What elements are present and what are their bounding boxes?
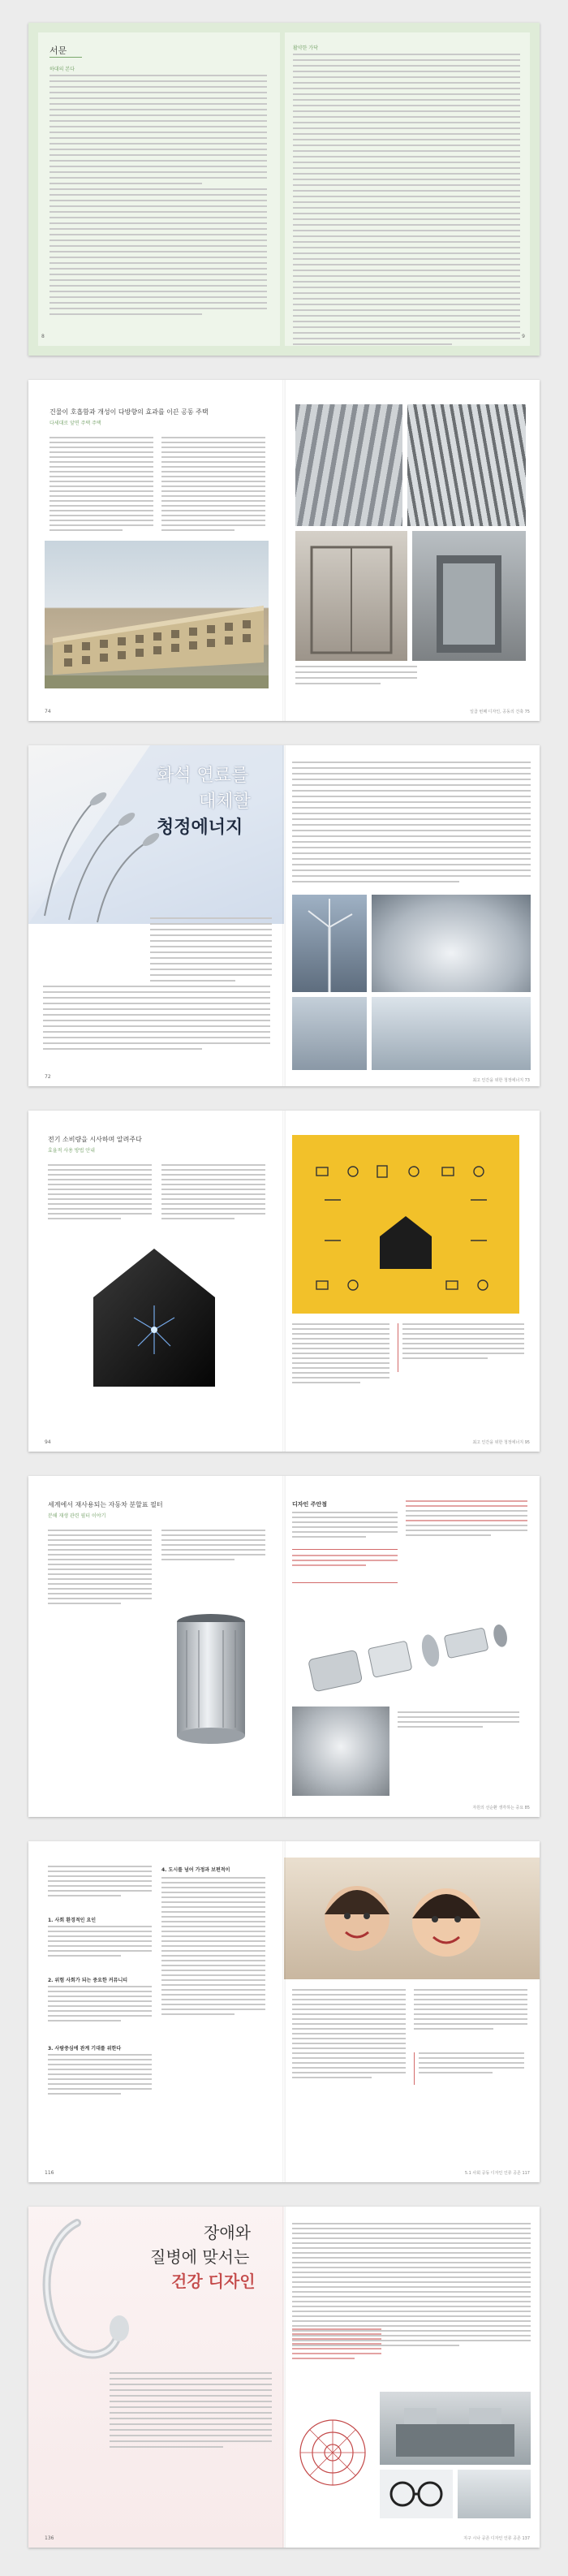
spread-health-design	[28, 2207, 540, 2548]
health-hearing-aid-photo	[28, 2207, 174, 2369]
social-body-2	[48, 1986, 152, 2025]
housing-louver-photo	[407, 404, 526, 526]
preface-right-body	[293, 54, 520, 349]
preface-right-page	[285, 32, 530, 346]
social-left-page	[28, 1841, 284, 2182]
filter-closeup-photo	[292, 1707, 389, 1796]
social-caption	[419, 2052, 524, 2077]
spread-preface	[28, 23, 540, 356]
spread-gutter	[282, 2207, 286, 2548]
energy-headline-line1: 화석 연료를	[157, 766, 249, 786]
energy-wave-photo	[372, 997, 531, 1070]
filter-body-col1	[48, 1530, 152, 1607]
social-heading-right: 4. 도시를 넘어 가정과 보편적이	[161, 1867, 230, 1873]
energy-left-page	[28, 745, 284, 1086]
social-heading-3: 3. 사람중심에 관계 기대를 위한다	[48, 2046, 122, 2052]
spread-social-design	[28, 1841, 540, 2182]
filter-right-notes	[406, 1500, 527, 1539]
health-kitchen-photo	[380, 2392, 531, 2465]
power-body-col2	[161, 1164, 265, 1223]
filter-caption	[398, 1711, 519, 1731]
filter-footer-right: 자원의 선순환 생각하는 중요 85	[472, 1806, 530, 1810]
power-yellow-panel-photo	[292, 1135, 519, 1314]
health-glasses-photo	[380, 2470, 453, 2518]
preface-page-number-left: 8	[41, 334, 45, 339]
spread-power-usage	[28, 1111, 540, 1452]
power-left-page	[28, 1111, 284, 1452]
spread-gutter	[282, 1111, 286, 1452]
social-caption-rule	[414, 2052, 415, 2085]
housing-facade-photo	[295, 404, 402, 526]
health-right-page	[284, 2207, 540, 2548]
social-body-right-col1	[292, 1989, 406, 2082]
filter-right-page	[284, 1476, 540, 1817]
health-left-page	[28, 2207, 284, 2548]
social-page-number-left: 116	[45, 2170, 54, 2176]
preface-left-subheading: 하대의 본다	[49, 67, 75, 72]
preface-left-body	[49, 75, 267, 319]
energy-tower-photo	[292, 997, 367, 1070]
filter-exploded-photo	[292, 1598, 531, 1703]
health-headline-line1: 장애와	[204, 2223, 251, 2242]
social-footer-right: 5.1 사회 공동 디자인 인류 공존 117	[464, 2171, 530, 2176]
power-right-page	[284, 1111, 540, 1452]
power-page-number-left: 94	[45, 1439, 51, 1445]
housing-page-number-left: 74	[45, 709, 51, 714]
spread-gutter	[282, 1841, 286, 2182]
health-intro-text	[110, 2372, 272, 2452]
health-sidebar-notes	[292, 2328, 381, 2362]
energy-headline-line2: 대체할	[199, 792, 251, 812]
spread-clean-energy	[28, 745, 540, 1086]
social-body-right-col2	[414, 1989, 527, 2033]
health-page-number-left: 136	[45, 2535, 54, 2541]
filter-title: 세계에서 재사용되는 자동차 분할표 필터	[48, 1501, 163, 1508]
housing-right-page	[284, 380, 540, 721]
power-house-device-photo	[85, 1241, 223, 1403]
social-intro	[48, 1866, 152, 1900]
health-headline-line2: 질병에 맞서는	[150, 2247, 250, 2267]
filter-left-page	[28, 1476, 284, 1817]
filter-highlight-box	[292, 1549, 398, 1583]
housing-caption	[295, 666, 417, 688]
energy-body-right	[292, 762, 531, 887]
social-body-3	[48, 2054, 152, 2098]
social-children-photo	[284, 1858, 540, 1979]
social-body-col2	[161, 1877, 265, 2018]
preface-title: 서문	[49, 45, 67, 56]
preface-title-rule	[49, 57, 82, 58]
spread-gutter	[282, 1476, 286, 1817]
housing-title: 건물이 호흡함과 개성이 다방향의 효과를 이끈 공동 주택	[49, 408, 209, 416]
power-caption	[402, 1323, 524, 1362]
health-device-photo	[458, 2470, 531, 2518]
power-body-right	[292, 1323, 389, 1387]
social-right-page	[284, 1841, 540, 2182]
power-title: 전기 소비량을 시사하며 알려주다	[48, 1136, 142, 1143]
power-footer-right: 최고 인간을 위한 청정에너지 95	[472, 1440, 530, 1445]
housing-subtitle: 다세대로 앞면 주택 주택	[49, 421, 101, 426]
spread-housing	[28, 380, 540, 721]
preface-left-page	[38, 32, 280, 346]
housing-entrance-photo	[412, 531, 526, 661]
preface-page-number-right: 9	[522, 334, 525, 339]
health-footer-right: 지구 시나 공존 디자인 인류 공존 137	[463, 2536, 530, 2541]
energy-right-page	[284, 745, 540, 1086]
social-heading-1: 1. 사회 환경적인 요인	[48, 1918, 97, 1923]
filter-subtitle: 분해 재생 관련 필터 이야기	[48, 1513, 106, 1519]
housing-building-photo	[45, 541, 269, 688]
health-headline-line3: 건강 디자인	[171, 2272, 256, 2291]
power-body-col1	[48, 1164, 152, 1223]
health-wheel-chart-photo	[292, 2392, 373, 2513]
power-subtitle: 효율적 사용 방법 안내	[48, 1148, 95, 1154]
social-heading-2: 2. 위험 사회가 되는 중요한 커뮤니티	[48, 1978, 128, 1983]
housing-interior-photo	[295, 531, 407, 661]
spread-gutter	[282, 745, 286, 1086]
energy-pavilion-photo	[372, 895, 531, 992]
energy-footer-right: 최고 인간을 위한 청정에너지 73	[472, 1078, 530, 1083]
energy-windturbine-photo	[292, 895, 367, 992]
filter-body-col2	[161, 1530, 265, 1564]
filter-product-photo	[166, 1598, 256, 1760]
preface-right-subheading: 활약한 가닥	[293, 45, 318, 51]
housing-left-page	[28, 380, 284, 721]
spread-auto-filter	[28, 1476, 540, 1817]
spread-gutter	[282, 380, 286, 721]
filter-right-body	[292, 1512, 398, 1541]
energy-headline-line3: 청정에너지	[157, 818, 243, 838]
housing-footer-right: 일곱 번째 디자인, 공동의 건축 75	[470, 710, 530, 714]
filter-right-heading: 디자인 주안점	[292, 1501, 328, 1508]
social-body-1	[48, 1926, 152, 1960]
energy-intro-text	[150, 917, 272, 986]
housing-body-col2	[161, 437, 265, 534]
energy-page-number-left: 72	[45, 1074, 51, 1080]
energy-body-left	[43, 986, 270, 1054]
housing-body-col1	[49, 437, 153, 534]
